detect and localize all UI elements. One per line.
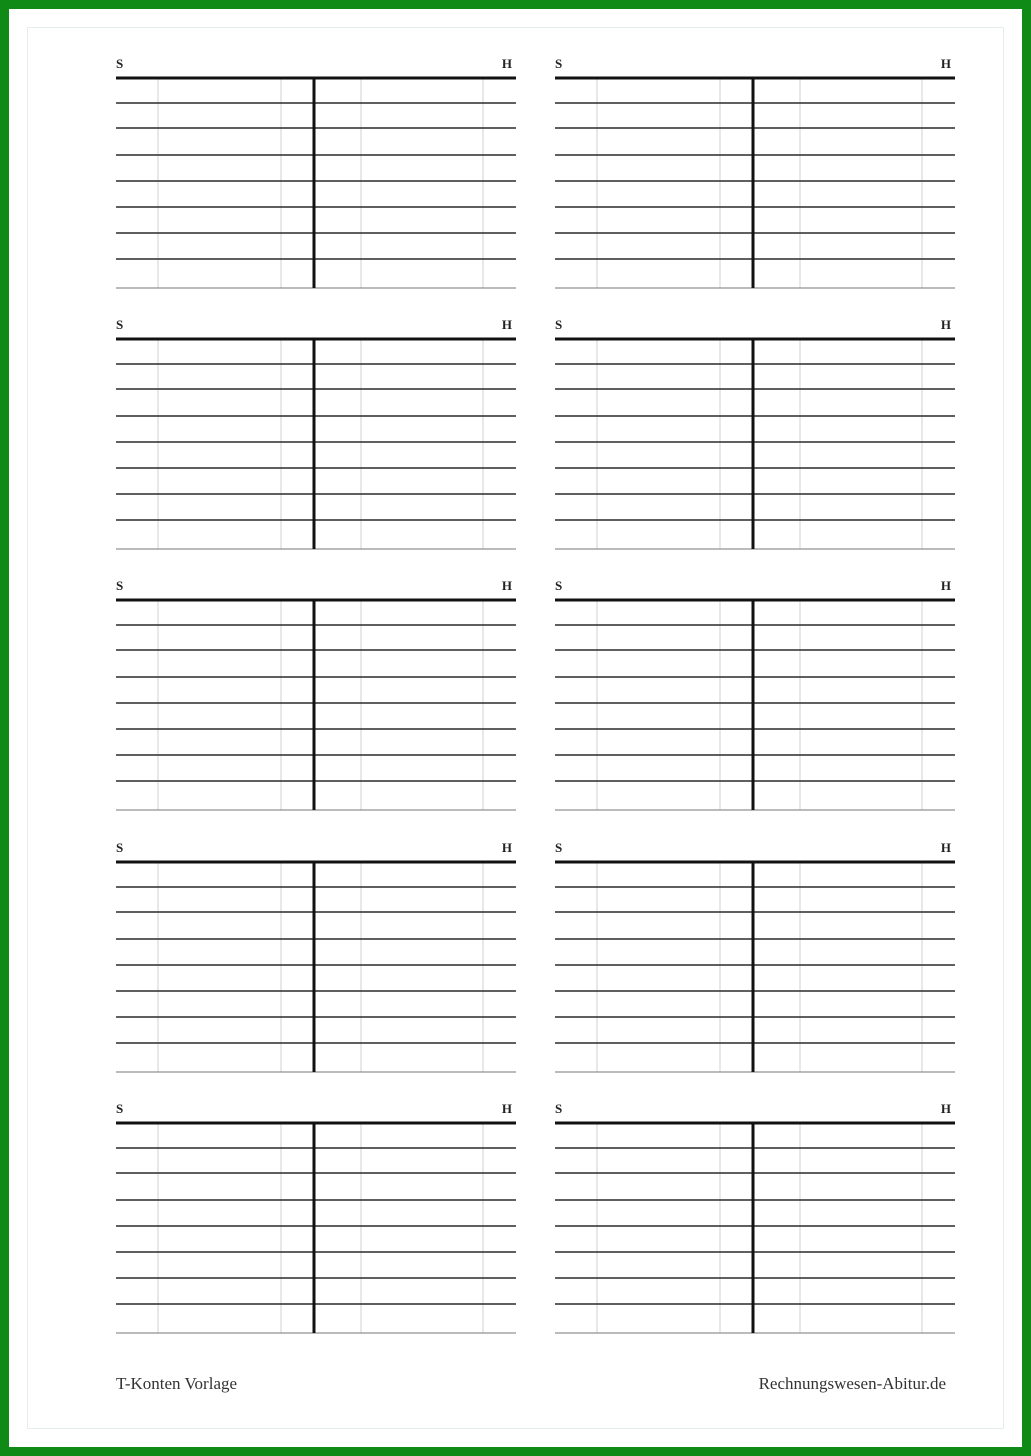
t-konto (549, 838, 961, 1078)
t-konto (110, 1099, 522, 1339)
soll-label: S (555, 840, 563, 855)
t-konto-lines (549, 598, 961, 814)
haben-label: H (940, 840, 951, 855)
soll-label: S (555, 578, 563, 593)
t-konto-lines (110, 860, 522, 1076)
t-konto (110, 838, 522, 1078)
haben-label: H (501, 56, 512, 71)
haben-label: H (501, 1101, 512, 1116)
soll-label: S (116, 840, 124, 855)
t-konto-lines (549, 337, 961, 553)
t-konto-lines (110, 337, 522, 553)
haben-label: H (501, 317, 512, 332)
soll-label: S (116, 1101, 124, 1116)
t-konto-lines (549, 1121, 961, 1337)
t-konto-lines (110, 76, 522, 292)
t-konto (110, 315, 522, 555)
soll-label: S (555, 317, 563, 332)
t-konto (549, 315, 961, 555)
soll-label: S (555, 56, 563, 71)
t-konto-lines (110, 598, 522, 814)
t-konto (549, 576, 961, 816)
t-konto-lines (549, 860, 961, 1076)
footer-website: Rechnungswesen-Abitur.de (758, 1374, 946, 1393)
t-konto (549, 1099, 961, 1339)
t-konto (110, 54, 522, 294)
t-konto (549, 54, 961, 294)
haben-label: H (940, 317, 951, 332)
haben-label: H (501, 578, 512, 593)
footer-title: T-Konten Vorlage (116, 1374, 238, 1393)
t-konto-lines (549, 76, 961, 292)
soll-label: S (555, 1101, 563, 1116)
t-konto-lines (110, 1121, 522, 1337)
soll-label: S (116, 578, 124, 593)
t-konto (110, 576, 522, 816)
haben-label: H (940, 1101, 951, 1116)
haben-label: H (940, 578, 951, 593)
haben-label: H (940, 56, 951, 71)
soll-label: S (116, 56, 124, 71)
soll-label: S (116, 317, 124, 332)
haben-label: H (501, 840, 512, 855)
